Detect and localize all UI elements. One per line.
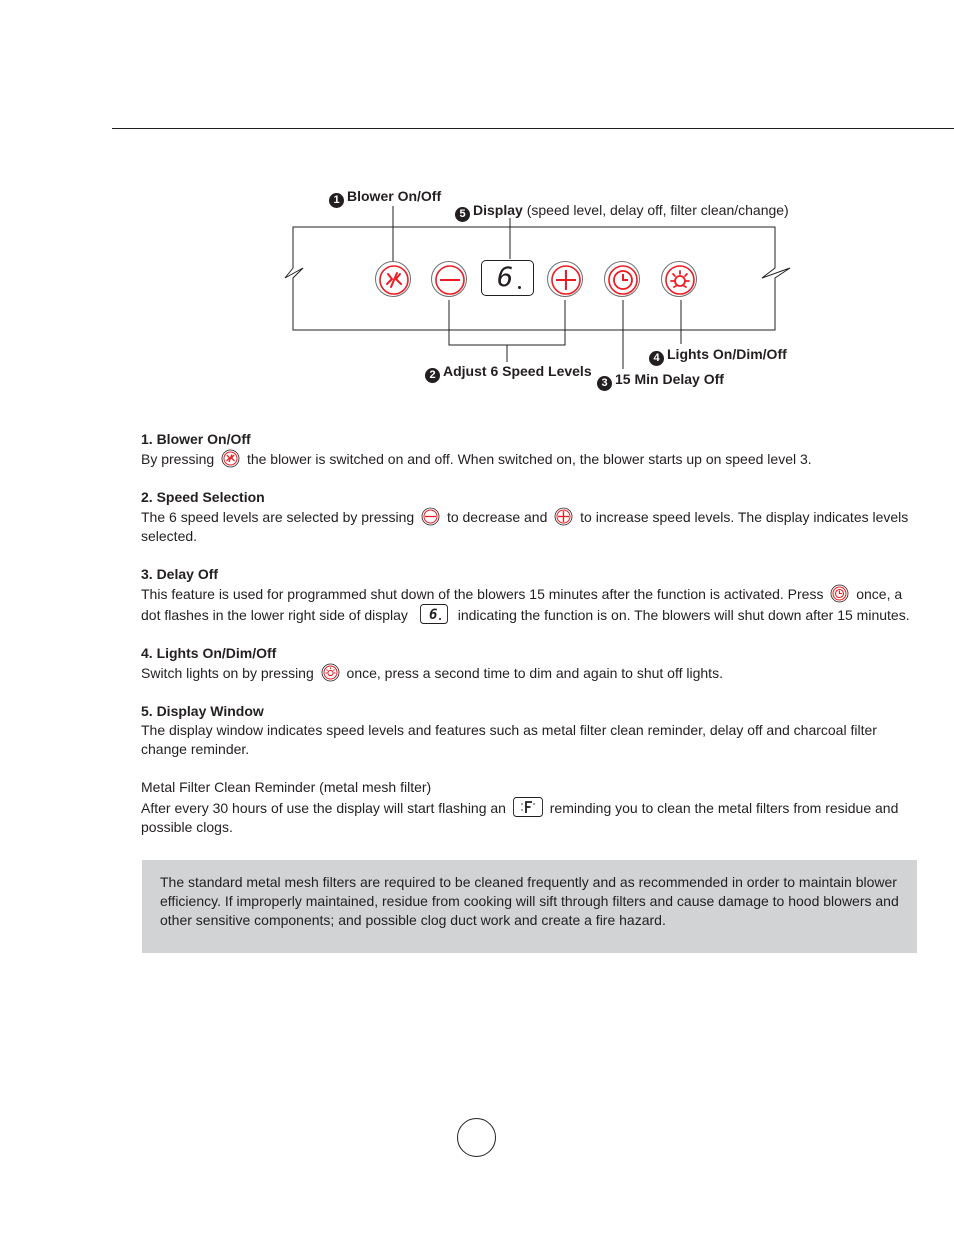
clock-icon bbox=[605, 262, 641, 298]
callout-speed bbox=[425, 363, 592, 383]
callout-label: Blower On/Off bbox=[347, 188, 442, 204]
warning-box bbox=[142, 860, 917, 953]
panel-outline bbox=[0, 0, 954, 400]
svg-text:6: 6 bbox=[428, 607, 438, 623]
plus-icon bbox=[548, 262, 584, 298]
minus-icon bbox=[432, 262, 468, 298]
text: The 6 speed levels are selected by pressing bbox=[141, 509, 415, 525]
callout-number: 5 bbox=[455, 207, 470, 222]
text: once, press a second time to dim and again to shut off lights. bbox=[346, 665, 723, 681]
section-body bbox=[141, 663, 913, 683]
filter-f-display-icon bbox=[513, 797, 543, 817]
section-title: 5. Display Window bbox=[141, 703, 264, 719]
text: After every 30 hours of use the display will start flashing an bbox=[141, 800, 506, 816]
text: to decrease and bbox=[446, 509, 548, 525]
text: Switch lights on by pressing bbox=[141, 665, 314, 681]
section-body bbox=[141, 584, 913, 625]
warning-text: The standard metal mesh filters are required to be cleaned frequently and as recommended in order to maintain blower efficiency. If improperly maintained, residue from cooking will sift through filters and cause damage to hood blowers and other sensitive components; and possible clog duct work and create a fire hazard. bbox=[160, 874, 899, 928]
blower-icon bbox=[376, 262, 412, 298]
callout-blower bbox=[329, 188, 441, 208]
section-blower bbox=[141, 430, 913, 469]
lights-button[interactable] bbox=[661, 261, 697, 297]
filter-reminder-title: Metal Filter Clean Reminder (metal mesh filter) bbox=[141, 779, 432, 795]
callout-label: Adjust 6 Speed Levels bbox=[443, 363, 592, 379]
blower-button[interactable] bbox=[375, 261, 411, 297]
plus-icon bbox=[554, 507, 573, 526]
blower-icon bbox=[221, 449, 240, 468]
callout-label: Display bbox=[473, 202, 523, 218]
light-icon bbox=[662, 262, 698, 298]
instructions bbox=[141, 430, 913, 856]
callout-delay bbox=[597, 371, 724, 391]
control-panel-diagram bbox=[0, 0, 954, 400]
decrease-speed-button[interactable] bbox=[431, 261, 467, 297]
display-window bbox=[481, 260, 534, 296]
callout-display bbox=[455, 202, 789, 222]
increase-speed-button[interactable] bbox=[547, 261, 583, 297]
display-with-dot-icon bbox=[420, 604, 448, 624]
clock-icon bbox=[830, 584, 849, 603]
section-title: 4. Lights On/Dim/Off bbox=[141, 645, 277, 661]
callout-label: Lights On/Dim/Off bbox=[667, 346, 787, 362]
callout-number: 4 bbox=[649, 351, 664, 366]
callout-note: (speed level, delay off, filter clean/change) bbox=[526, 202, 789, 218]
light-icon bbox=[321, 663, 340, 682]
text: indicating the function is on. The blowers will shut down after 15 minutes. bbox=[457, 607, 910, 623]
page-number-circle bbox=[457, 1118, 496, 1157]
callout-number: 2 bbox=[425, 368, 440, 383]
callout-lights bbox=[649, 346, 787, 366]
section-title: 3. Delay Off bbox=[141, 566, 219, 582]
display-dot bbox=[518, 286, 521, 289]
section-body bbox=[141, 449, 913, 469]
section-body: The display window indicates speed levels and features such as metal filter clean reminder, delay off and charcoal filter change reminder. bbox=[141, 722, 877, 757]
callout-number: 3 bbox=[597, 376, 612, 391]
minus-icon bbox=[421, 507, 440, 526]
text: to increase speed levels. The display indicates levels selected. bbox=[141, 509, 909, 544]
section-filter-reminder bbox=[141, 778, 913, 837]
section-speed bbox=[141, 488, 913, 546]
text: This feature is used for programmed shut down of the blowers 15 minutes after the function is activated. Press bbox=[141, 586, 824, 602]
callout-label: 15 Min Delay Off bbox=[615, 371, 724, 387]
section-title: 1. Blower On/Off bbox=[141, 431, 251, 447]
section-delay bbox=[141, 565, 913, 625]
text: once, a dot flashes in the lower right side of display bbox=[141, 586, 903, 623]
text: the blower is switched on and off. When switched on, the blower starts up on speed level 3. bbox=[246, 451, 812, 467]
section-display bbox=[141, 702, 913, 759]
delay-off-button[interactable] bbox=[604, 261, 640, 297]
section-title: 2. Speed Selection bbox=[141, 489, 265, 505]
display-digit: 6 bbox=[497, 262, 514, 293]
text: reminding you to clean the metal filters from residue and possible clogs. bbox=[141, 800, 899, 835]
callout-number: 1 bbox=[329, 193, 344, 208]
text: By pressing bbox=[141, 451, 215, 467]
section-body bbox=[141, 507, 913, 546]
section-body bbox=[141, 797, 913, 837]
section-lights bbox=[141, 644, 913, 683]
